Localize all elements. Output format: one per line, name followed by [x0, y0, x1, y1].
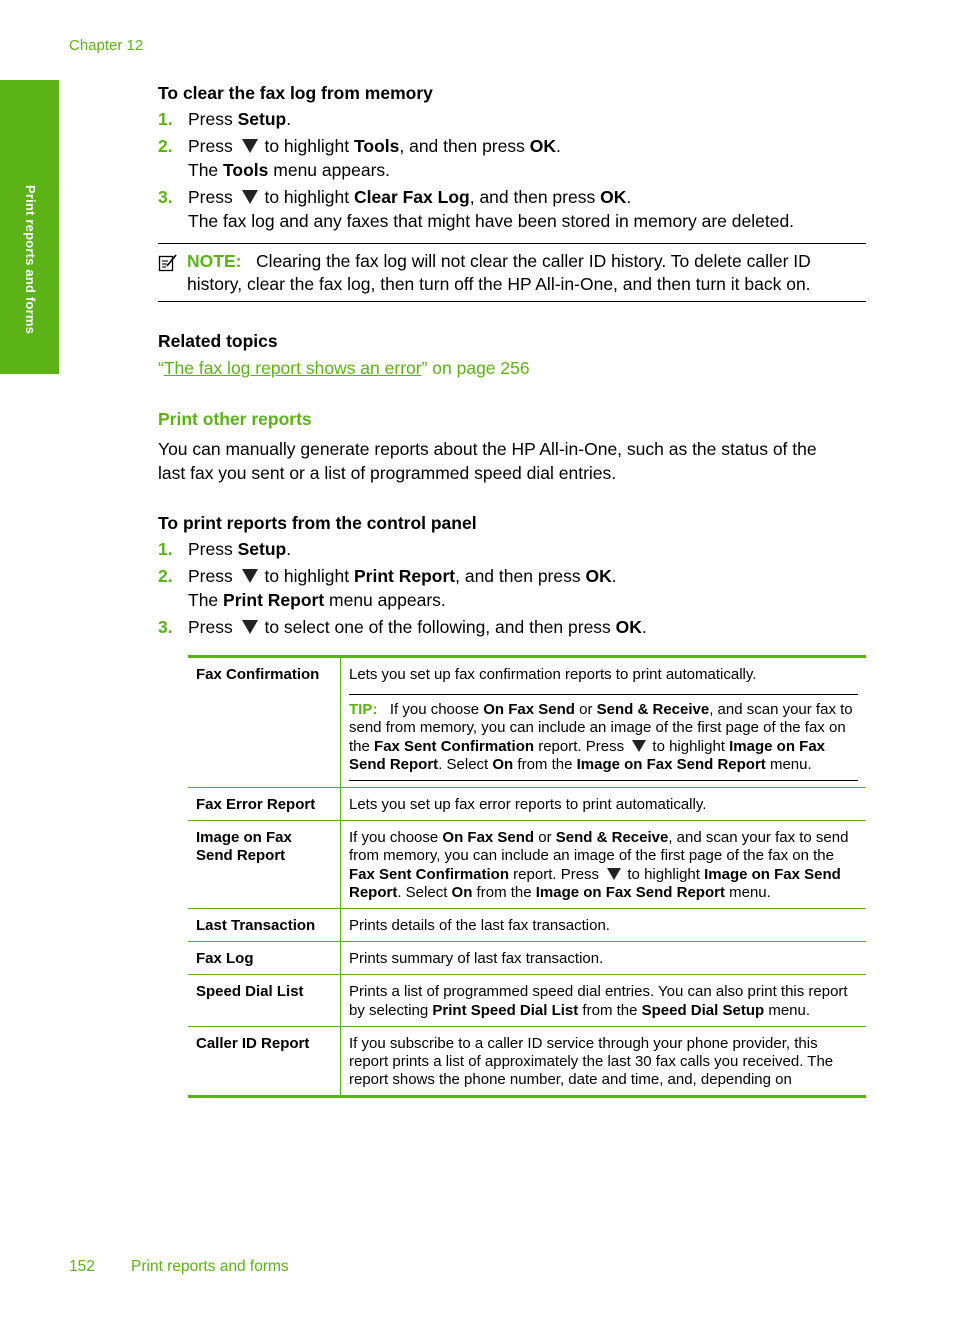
step-number: 3.	[158, 187, 173, 207]
body-text: You can manually generate reports about the HP All-in-One, such as the status of the	[158, 439, 817, 459]
down-arrow-icon	[242, 139, 258, 153]
report-name: Fax Log	[188, 942, 341, 975]
step-result: The Tools menu appears.	[188, 160, 391, 180]
table-row	[188, 821, 866, 909]
note-text: NOTE: Clearing the fax log will not clear the caller ID history. To delete caller ID history, clear the fax log, then turn off the HP All-in-One, and then turn it back on.	[187, 251, 811, 294]
step-number: 1.	[158, 109, 173, 129]
table-row	[188, 657, 866, 788]
step-result: The fax log and any faxes that might have been stored in memory are deleted.	[188, 211, 795, 231]
report-name: Speed Dial List	[188, 975, 341, 1026]
down-arrow-icon	[607, 868, 621, 880]
page-number: 152	[69, 1258, 95, 1275]
related-heading: Related topics	[158, 331, 278, 351]
table-row	[188, 1026, 866, 1097]
side-tab-label: Print reports and forms	[23, 185, 38, 335]
related-link[interactable]: “The fax log report shows an error” on page 256	[158, 358, 530, 378]
down-arrow-icon	[242, 190, 258, 204]
step-text: Press to highlight Tools, and then press OK.	[188, 136, 561, 156]
report-desc: If you choose On Fax Send or Send & Receive, and scan your fax to send from memory, you can include an image of the first page of the fax on the Fax Sent Confirmation report. Press to highlight Image on Fax Send Report. Select On from the Image on Fax Send Report menu.	[341, 821, 867, 909]
step-text: Press Setup.	[188, 539, 292, 559]
report-name: Last Transaction	[188, 909, 341, 942]
step-text: Press to select one of the following, and then press OK.	[188, 617, 647, 637]
step-text: Press to highlight Print Report, and then press OK.	[188, 566, 617, 586]
step-text: Press to highlight Clear Fax Log, and then press OK.	[188, 187, 632, 207]
down-arrow-icon	[242, 569, 258, 583]
down-arrow-icon	[632, 740, 646, 752]
report-name: Image on Fax Send Report	[188, 821, 341, 909]
report-desc: Prints a list of programmed speed dial entries. You can also print this report by selecting Print Speed Dial List from the Speed Dial Setup menu.	[341, 975, 867, 1026]
table-row	[188, 788, 866, 821]
table-row	[188, 942, 866, 975]
section-heading: Print other reports	[158, 409, 312, 429]
report-desc: Lets you set up fax error reports to print automatically.	[341, 788, 867, 821]
reports-table	[188, 655, 866, 1098]
tip-box: TIP: If you choose On Fax Send or Send & Receive, and scan your fax to send from memory, you can include an image of the first page of the fax on the Fax Sent Confirmation report. Press to highlight Image on Fax Send Report. Select On from the Image on Fax Send Report menu.	[349, 694, 858, 781]
step-number: 2.	[158, 136, 173, 156]
step-text: Press Setup.	[188, 109, 292, 129]
control-panel-heading: To print reports from the control panel	[158, 513, 477, 533]
table-row	[188, 909, 866, 942]
report-name: Fax Error Report	[188, 788, 341, 821]
side-tab	[0, 80, 59, 374]
step-result: The Print Report menu appears.	[188, 590, 446, 610]
footer-title: Print reports and forms	[131, 1258, 289, 1275]
report-desc: Prints summary of last fax transaction.	[341, 942, 867, 975]
step-number: 3.	[158, 617, 173, 637]
chapter-label: Chapter 12	[69, 37, 144, 54]
report-desc: Prints details of the last fax transaction.	[341, 909, 867, 942]
report-desc: If you subscribe to a caller ID service through your phone provider, this report prints a list of approximately the last 30 fax calls you received. The report shows the phone number, date and time, and, depending on	[341, 1026, 867, 1097]
note-box	[158, 243, 866, 302]
report-desc: Lets you set up fax confirmation reports to print automatically. TIP: If you choose On Fax Send or Send & Receive, and scan your fax to send from memory, you can include an image of the first page of the fax on the Fax Sent Confirmation report. Press to highlight Image on Fax Send Report. Select On from the Image on Fax Send Report menu.	[341, 657, 867, 788]
body-text: last fax you sent or a list of programmed speed dial entries.	[158, 463, 617, 483]
report-name: Fax Confirmation	[188, 657, 341, 788]
note-icon	[158, 253, 178, 273]
step-number: 2.	[158, 566, 173, 586]
down-arrow-icon	[242, 620, 258, 634]
report-name: Caller ID Report	[188, 1026, 341, 1097]
step-number: 1.	[158, 539, 173, 559]
clear-log-heading: To clear the fax log from memory	[158, 83, 433, 103]
table-row	[188, 975, 866, 1026]
